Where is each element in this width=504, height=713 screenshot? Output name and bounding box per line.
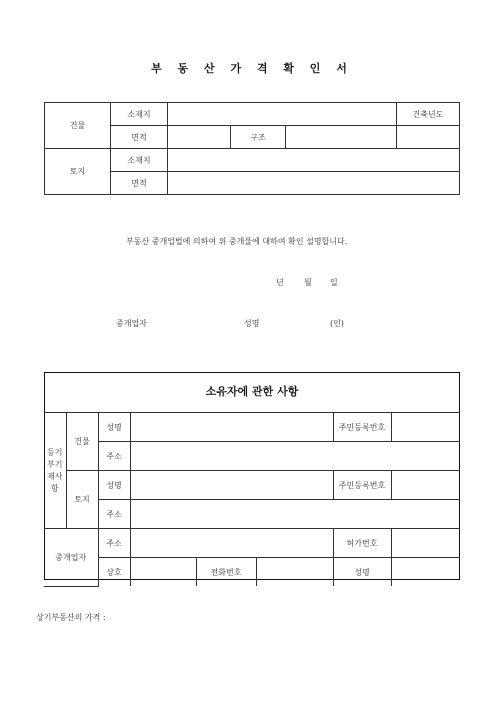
land-owner-id-label: 주민등록번호 [333, 471, 391, 500]
building-owner-id-field[interactable] [391, 413, 460, 442]
building-location-label: 소재지 [111, 103, 168, 126]
building-owner-name-label: 성명 [98, 413, 130, 442]
price-label: 상기부동산의 가격 : [36, 613, 106, 622]
building-owner-address-label: 주소 [98, 442, 130, 471]
land-location-field[interactable] [168, 149, 460, 172]
document-title: 부 동 산 가 격 확 인 서 [151, 62, 353, 75]
building-owner-id-label: 주민등록번호 [333, 413, 391, 442]
phone-label: 전화번호 [196, 558, 256, 587]
building-location-field[interactable] [168, 103, 397, 126]
building-label: 건물 [45, 103, 111, 149]
broker-name-field[interactable] [391, 558, 460, 587]
registry-line-4: 항 [50, 483, 59, 493]
trade-name-label: 상호 [98, 558, 130, 587]
land-owner-name-field[interactable] [130, 471, 333, 500]
building-owner-name-field[interactable] [130, 413, 333, 442]
owner-building-label: 건물 [66, 413, 98, 471]
land-area-label: 면적 [111, 172, 168, 195]
broker-address-label: 주소 [98, 529, 130, 558]
registry-line-1: 등기 [47, 447, 63, 457]
signer-name-label: 성명 [244, 319, 260, 328]
land-owner-name-label: 성명 [98, 471, 130, 500]
broker-address-field[interactable] [130, 529, 333, 558]
structure-label: 구조 [231, 126, 286, 149]
license-no-field[interactable] [391, 529, 460, 558]
registry-line-2: 부기 [47, 459, 63, 469]
owner-table [44, 412, 460, 587]
building-area-label: 면적 [111, 126, 168, 149]
land-area-field[interactable] [168, 172, 460, 195]
registry-line-3: 재사 [47, 471, 63, 481]
structure-field[interactable] [286, 126, 397, 149]
land-owner-address-field[interactable] [130, 500, 460, 529]
date-day: 일 [330, 278, 338, 287]
property-table [44, 102, 460, 195]
trade-name-field[interactable] [130, 558, 196, 587]
owner-land-label: 토지 [66, 471, 98, 529]
seal-mark: (인) [330, 319, 344, 328]
land-owner-address-label: 주소 [98, 500, 130, 529]
broker-label: 중개업자 [44, 529, 98, 587]
broker-name-label: 성명 [333, 558, 391, 587]
license-no-label: 허가번호 [333, 529, 391, 558]
date-month: 월 [304, 278, 312, 287]
building-owner-address-field[interactable] [130, 442, 460, 471]
land-location-label: 소재지 [111, 149, 168, 172]
built-year-label: 건축년도 [397, 103, 460, 126]
phone-field[interactable] [256, 558, 333, 587]
building-area-field[interactable] [168, 126, 231, 149]
date-year: 년 [276, 278, 284, 287]
signer-broker-label: 중개업자 [116, 319, 147, 328]
registry-label [44, 413, 66, 529]
land-label: 토지 [45, 149, 111, 195]
land-owner-id-field[interactable] [391, 471, 460, 500]
statement-text: 부동산 중개업법에 의하여 위 중개물에 대하여 확인 설명합니다. [126, 237, 348, 246]
owner-section-title: 소유자에 관한 사항 [205, 385, 299, 398]
built-year-field[interactable] [397, 126, 460, 149]
